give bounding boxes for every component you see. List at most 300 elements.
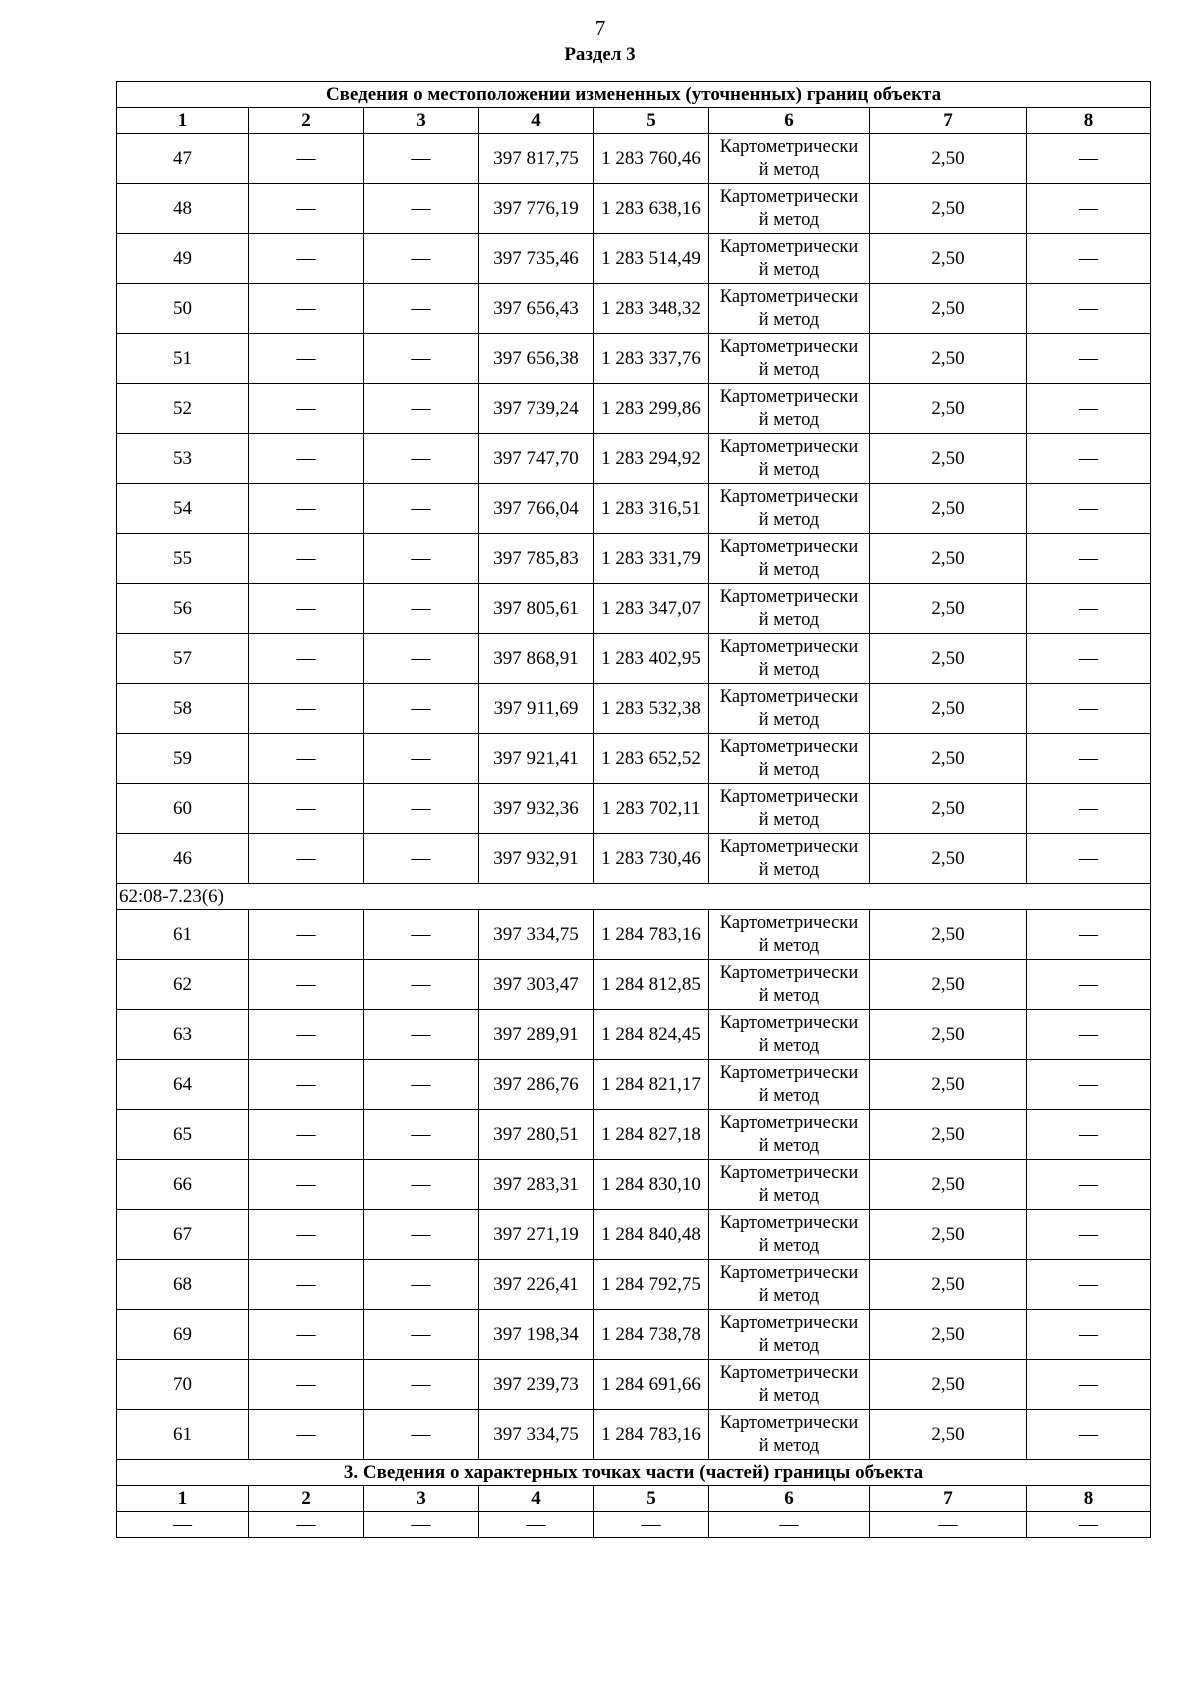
accuracy-cell: 2,50: [870, 1060, 1027, 1110]
point-number: 60: [117, 784, 249, 834]
method-line: й метод: [758, 459, 820, 480]
coordinate-y: 1 283 638,16: [594, 184, 709, 234]
group-label-row: [117, 884, 1151, 910]
column-number: 5: [594, 108, 709, 134]
method-line: й метод: [758, 1385, 820, 1406]
method-line: й метод: [758, 209, 820, 230]
point-number: 63: [117, 1010, 249, 1060]
accuracy-cell: 2,50: [870, 184, 1027, 234]
method-cell: [709, 1060, 870, 1110]
coordinate-x: 397 239,73: [479, 1360, 594, 1410]
coordinate-x: 397 280,51: [479, 1110, 594, 1160]
dash-cell: —: [249, 634, 364, 684]
table-row: [117, 134, 1151, 184]
point-number: 55: [117, 534, 249, 584]
section3-column-numbers-row: [117, 1486, 1151, 1512]
point-number: 47: [117, 134, 249, 184]
point-number: 52: [117, 384, 249, 434]
dash-cell: —: [364, 634, 479, 684]
method-line: й метод: [758, 1335, 820, 1356]
dash-cell: —: [364, 1110, 479, 1160]
coordinate-y: 1 283 514,49: [594, 234, 709, 284]
column-number: 4: [479, 1486, 594, 1512]
method-line: Картометрически: [719, 486, 859, 507]
method-line: Картометрически: [719, 386, 859, 407]
method-line: Картометрически: [719, 536, 859, 557]
dash-cell: —: [249, 334, 364, 384]
dash-cell: —: [1027, 1210, 1151, 1260]
dash-cell: —: [364, 910, 479, 960]
method-cell: [709, 1210, 870, 1260]
accuracy-cell: 2,50: [870, 1310, 1027, 1360]
table-row: [117, 584, 1151, 634]
dash-cell: —: [364, 1360, 479, 1410]
dash-cell: —: [1027, 1310, 1151, 1360]
coordinate-x: 397 932,91: [479, 834, 594, 884]
method-line: й метод: [758, 935, 820, 956]
table-row: [117, 484, 1151, 534]
coordinate-y: 1 283 348,32: [594, 284, 709, 334]
coordinate-y: 1 284 691,66: [594, 1360, 709, 1410]
dash-cell: —: [364, 1310, 479, 1360]
coordinate-y: 1 283 316,51: [594, 484, 709, 534]
coordinate-y: 1 284 840,48: [594, 1210, 709, 1260]
method-line: Картометрически: [719, 136, 859, 157]
coordinate-y: 1 283 532,38: [594, 684, 709, 734]
method-cell: [709, 1160, 870, 1210]
method-line: Картометрически: [719, 1412, 859, 1433]
dash-cell: —: [709, 1512, 870, 1538]
point-number: 53: [117, 434, 249, 484]
method-cell: [709, 1410, 870, 1460]
coordinate-x: 397 334,75: [479, 910, 594, 960]
dash-cell: —: [1027, 960, 1151, 1010]
dash-cell: —: [364, 784, 479, 834]
accuracy-cell: 2,50: [870, 134, 1027, 184]
method-line: Картометрически: [719, 836, 859, 857]
dash-cell: —: [364, 434, 479, 484]
boundary-table: [116, 81, 1151, 1538]
table-row: [117, 1110, 1151, 1160]
dash-cell: —: [364, 834, 479, 884]
dash-cell: —: [1027, 1410, 1151, 1460]
table-row: [117, 234, 1151, 284]
column-number: 1: [117, 1486, 249, 1512]
dash-cell: —: [249, 1260, 364, 1310]
dash-cell: —: [249, 384, 364, 434]
method-line: й метод: [758, 1135, 820, 1156]
method-cell: [709, 134, 870, 184]
dash-cell: —: [364, 1410, 479, 1460]
accuracy-cell: 2,50: [870, 834, 1027, 884]
accuracy-cell: 2,50: [870, 584, 1027, 634]
dash-cell: —: [364, 484, 479, 534]
coordinate-x: 397 747,70: [479, 434, 594, 484]
coordinate-x: 397 334,75: [479, 1410, 594, 1460]
column-numbers-row: [117, 108, 1151, 134]
method-line: Картометрически: [719, 1162, 859, 1183]
method-cell: [709, 834, 870, 884]
coordinate-y: 1 284 827,18: [594, 1110, 709, 1160]
point-number: 68: [117, 1260, 249, 1310]
dash-cell: —: [364, 1210, 479, 1260]
coordinate-y: 1 283 730,46: [594, 834, 709, 884]
coordinate-x: 397 921,41: [479, 734, 594, 784]
method-line: й метод: [758, 1235, 820, 1256]
table-title: [117, 82, 1151, 108]
method-line: Картометрически: [719, 586, 859, 607]
dash-cell: —: [1027, 484, 1151, 534]
accuracy-cell: 2,50: [870, 1260, 1027, 1310]
method-line: Картометрически: [719, 1262, 859, 1283]
table-row: [117, 1410, 1151, 1460]
dash-cell: —: [249, 1160, 364, 1210]
dash-cell: —: [117, 1512, 249, 1538]
accuracy-cell: 2,50: [870, 484, 1027, 534]
dash-cell: —: [1027, 234, 1151, 284]
point-number: 49: [117, 234, 249, 284]
dash-cell: —: [364, 584, 479, 634]
dash-cell: —: [870, 1512, 1027, 1538]
accuracy-cell: 2,50: [870, 734, 1027, 784]
method-cell: [709, 634, 870, 684]
column-number: 8: [1027, 108, 1151, 134]
section3-title-cell: 3. Сведения о характерных точках части (частей) границы объекта: [117, 1460, 1151, 1486]
coordinate-y: 1 284 792,75: [594, 1260, 709, 1310]
dash-cell: —: [249, 484, 364, 534]
method-line: Картометрически: [719, 912, 859, 933]
table-row: [117, 734, 1151, 784]
method-cell: [709, 334, 870, 384]
column-number: 7: [870, 1486, 1027, 1512]
point-number: 69: [117, 1310, 249, 1360]
point-number: 46: [117, 834, 249, 884]
coordinate-x: 397 911,69: [479, 684, 594, 734]
dash-cell: —: [1027, 1512, 1151, 1538]
dash-cell: —: [1027, 184, 1151, 234]
method-line: й метод: [758, 659, 820, 680]
method-line: й метод: [758, 1185, 820, 1206]
point-number: 48: [117, 184, 249, 234]
method-cell: [709, 1260, 870, 1310]
dash-cell: —: [364, 1160, 479, 1210]
coordinate-x: 397 739,24: [479, 384, 594, 434]
dash-cell: —: [1027, 1110, 1151, 1160]
method-line: й метод: [758, 709, 820, 730]
point-number: 61: [117, 1410, 249, 1460]
dash-cell: —: [1027, 1360, 1151, 1410]
method-cell: [709, 1310, 870, 1360]
method-cell: [709, 960, 870, 1010]
page-number: 7: [594, 16, 606, 40]
method-line: Картометрически: [719, 436, 859, 457]
coordinate-y: 1 284 783,16: [594, 910, 709, 960]
dash-cell: —: [364, 534, 479, 584]
coordinate-x: 397 226,41: [479, 1260, 594, 1310]
dash-cell: —: [364, 334, 479, 384]
column-number: 7: [870, 108, 1027, 134]
dash-cell: —: [249, 1310, 364, 1360]
method-cell: [709, 584, 870, 634]
coordinate-y: 1 283 337,76: [594, 334, 709, 384]
accuracy-cell: 2,50: [870, 1160, 1027, 1210]
method-cell: [709, 434, 870, 484]
dash-cell: —: [1027, 384, 1151, 434]
dash-cell: —: [249, 910, 364, 960]
method-line: й метод: [758, 809, 820, 830]
coordinate-y: 1 284 812,85: [594, 960, 709, 1010]
coordinate-y: 1 283 652,52: [594, 734, 709, 784]
dash-cell: —: [1027, 1060, 1151, 1110]
coordinate-x: 397 776,19: [479, 184, 594, 234]
accuracy-cell: 2,50: [870, 334, 1027, 384]
dash-cell: —: [1027, 584, 1151, 634]
accuracy-cell: 2,50: [870, 910, 1027, 960]
dash-cell: —: [364, 134, 479, 184]
dash-cell: —: [249, 184, 364, 234]
method-line: й метод: [758, 859, 820, 880]
method-cell: [709, 734, 870, 784]
method-line: Картометрически: [719, 686, 859, 707]
point-number: 61: [117, 910, 249, 960]
table-row: [117, 534, 1151, 584]
coordinate-x: 397 868,91: [479, 634, 594, 684]
method-cell: [709, 534, 870, 584]
accuracy-cell: 2,50: [870, 960, 1027, 1010]
table-row: [117, 1060, 1151, 1110]
section3-title: [117, 1460, 1151, 1486]
dash-cell: —: [364, 1010, 479, 1060]
accuracy-cell: 2,50: [870, 784, 1027, 834]
dash-cell: —: [364, 684, 479, 734]
accuracy-cell: 2,50: [870, 234, 1027, 284]
accuracy-cell: 2,50: [870, 1360, 1027, 1410]
dash-cell: —: [1027, 784, 1151, 834]
column-number: 3: [364, 1486, 479, 1512]
coordinate-x: 397 286,76: [479, 1060, 594, 1110]
method-line: й метод: [758, 1435, 820, 1456]
dash-cell: —: [249, 234, 364, 284]
accuracy-cell: 2,50: [870, 384, 1027, 434]
coordinate-x: 397 735,46: [479, 234, 594, 284]
point-number: 59: [117, 734, 249, 784]
dash-cell: —: [249, 1410, 364, 1460]
dash-cell: —: [249, 1360, 364, 1410]
method-cell: [709, 1010, 870, 1060]
column-number: 5: [594, 1486, 709, 1512]
coordinate-x: 397 785,83: [479, 534, 594, 584]
method-line: Картометрически: [719, 1362, 859, 1383]
dash-cell: —: [249, 734, 364, 784]
dash-cell: —: [1027, 284, 1151, 334]
dash-cell: —: [364, 1512, 479, 1538]
point-number: 57: [117, 634, 249, 684]
method-cell: [709, 484, 870, 534]
dash-cell: —: [364, 1060, 479, 1110]
accuracy-cell: 2,50: [870, 1010, 1027, 1060]
point-number: 62: [117, 960, 249, 1010]
dash-cell: —: [364, 960, 479, 1010]
method-line: Картометрически: [719, 1112, 859, 1133]
accuracy-cell: 2,50: [870, 434, 1027, 484]
dash-cell: —: [364, 234, 479, 284]
method-line: й метод: [758, 609, 820, 630]
dash-cell: —: [249, 434, 364, 484]
table-row: [117, 1260, 1151, 1310]
dash-cell: —: [1027, 534, 1151, 584]
dash-cell: —: [1027, 634, 1151, 684]
dash-cell: —: [249, 534, 364, 584]
table-row: [117, 684, 1151, 734]
accuracy-cell: 2,50: [870, 1410, 1027, 1460]
point-number: 51: [117, 334, 249, 384]
accuracy-cell: 2,50: [870, 1210, 1027, 1260]
dash-cell: —: [1027, 1160, 1151, 1210]
empty-row: [117, 1512, 1151, 1538]
accuracy-cell: 2,50: [870, 284, 1027, 334]
table-row: [117, 184, 1151, 234]
method-cell: [709, 284, 870, 334]
point-number: 66: [117, 1160, 249, 1210]
method-line: Картометрически: [719, 786, 859, 807]
point-number: 67: [117, 1210, 249, 1260]
table-row: [117, 1210, 1151, 1260]
accuracy-cell: 2,50: [870, 534, 1027, 584]
method-line: й метод: [758, 1035, 820, 1056]
coordinate-y: 1 283 299,86: [594, 384, 709, 434]
dash-cell: —: [479, 1512, 594, 1538]
method-line: й метод: [758, 509, 820, 530]
coordinate-x: 397 198,34: [479, 1310, 594, 1360]
method-line: й метод: [758, 1285, 820, 1306]
dash-cell: —: [1027, 434, 1151, 484]
dash-cell: —: [364, 284, 479, 334]
accuracy-cell: 2,50: [870, 1110, 1027, 1160]
method-line: Картометрически: [719, 1062, 859, 1083]
method-line: Картометрически: [719, 336, 859, 357]
dash-cell: —: [249, 834, 364, 884]
method-line: Картометрически: [719, 286, 859, 307]
coordinate-y: 1 284 824,45: [594, 1010, 709, 1060]
coordinate-x: 397 656,43: [479, 284, 594, 334]
column-number: 8: [1027, 1486, 1151, 1512]
coordinate-y: 1 283 294,92: [594, 434, 709, 484]
method-cell: [709, 384, 870, 434]
method-cell: [709, 184, 870, 234]
method-line: й метод: [758, 309, 820, 330]
coordinate-x: 397 656,38: [479, 334, 594, 384]
coordinate-x: 397 283,31: [479, 1160, 594, 1210]
point-number: 58: [117, 684, 249, 734]
method-line: Картометрически: [719, 236, 859, 257]
coordinate-x: 397 271,19: [479, 1210, 594, 1260]
coordinate-y: 1 283 331,79: [594, 534, 709, 584]
coordinate-y: 1 283 702,11: [594, 784, 709, 834]
table-row: [117, 1010, 1151, 1060]
coordinate-x: 397 289,91: [479, 1010, 594, 1060]
table-row: [117, 384, 1151, 434]
method-line: й метод: [758, 359, 820, 380]
method-line: й метод: [758, 159, 820, 180]
coordinate-y: 1 284 830,10: [594, 1160, 709, 1210]
point-number: 70: [117, 1360, 249, 1410]
method-line: Картометрически: [719, 186, 859, 207]
method-line: й метод: [758, 559, 820, 580]
table-row: [117, 960, 1151, 1010]
dash-cell: —: [1027, 910, 1151, 960]
dash-cell: —: [249, 1110, 364, 1160]
dash-cell: —: [249, 1512, 364, 1538]
dash-cell: —: [1027, 1260, 1151, 1310]
dash-cell: —: [1027, 334, 1151, 384]
dash-cell: —: [249, 1210, 364, 1260]
method-cell: [709, 1110, 870, 1160]
method-line: й метод: [758, 259, 820, 280]
accuracy-cell: 2,50: [870, 684, 1027, 734]
section-title: Раздел 3: [564, 44, 636, 65]
column-number: 4: [479, 108, 594, 134]
dash-cell: —: [249, 284, 364, 334]
table-row: [117, 334, 1151, 384]
table-row: [117, 1160, 1151, 1210]
method-cell: [709, 784, 870, 834]
coordinate-y: 1 284 738,78: [594, 1310, 709, 1360]
column-number: 3: [364, 108, 479, 134]
table-row: [117, 634, 1151, 684]
table-row: [117, 434, 1151, 484]
method-line: й метод: [758, 985, 820, 1006]
point-number: 65: [117, 1110, 249, 1160]
coordinate-x: 397 805,61: [479, 584, 594, 634]
method-line: Картометрически: [719, 736, 859, 757]
point-number: 50: [117, 284, 249, 334]
coordinate-x: 397 766,04: [479, 484, 594, 534]
dash-cell: —: [249, 960, 364, 1010]
coordinate-x: 397 303,47: [479, 960, 594, 1010]
group-label: 62:08-7.23(6): [117, 884, 1151, 910]
method-cell: [709, 1360, 870, 1410]
dash-cell: —: [364, 184, 479, 234]
dash-cell: —: [364, 734, 479, 784]
method-line: Картометрически: [719, 1012, 859, 1033]
coordinate-x: 397 932,36: [479, 784, 594, 834]
dash-cell: —: [364, 1260, 479, 1310]
dash-cell: —: [1027, 134, 1151, 184]
dash-cell: —: [1027, 1010, 1151, 1060]
column-number: 2: [249, 108, 364, 134]
dash-cell: —: [249, 684, 364, 734]
column-number: 1: [117, 108, 249, 134]
method-line: Картометрически: [719, 962, 859, 983]
dash-cell: —: [249, 784, 364, 834]
point-number: 56: [117, 584, 249, 634]
method-cell: [709, 684, 870, 734]
dash-cell: —: [249, 1010, 364, 1060]
dash-cell: —: [594, 1512, 709, 1538]
method-line: й метод: [758, 409, 820, 430]
coordinate-y: 1 283 760,46: [594, 134, 709, 184]
dash-cell: —: [1027, 684, 1151, 734]
dash-cell: —: [1027, 834, 1151, 884]
method-cell: [709, 234, 870, 284]
coordinate-y: 1 283 347,07: [594, 584, 709, 634]
point-number: 54: [117, 484, 249, 534]
coordinate-x: 397 817,75: [479, 134, 594, 184]
method-line: Картометрически: [719, 1312, 859, 1333]
table-row: [117, 910, 1151, 960]
method-line: й метод: [758, 1085, 820, 1106]
dash-cell: —: [249, 584, 364, 634]
